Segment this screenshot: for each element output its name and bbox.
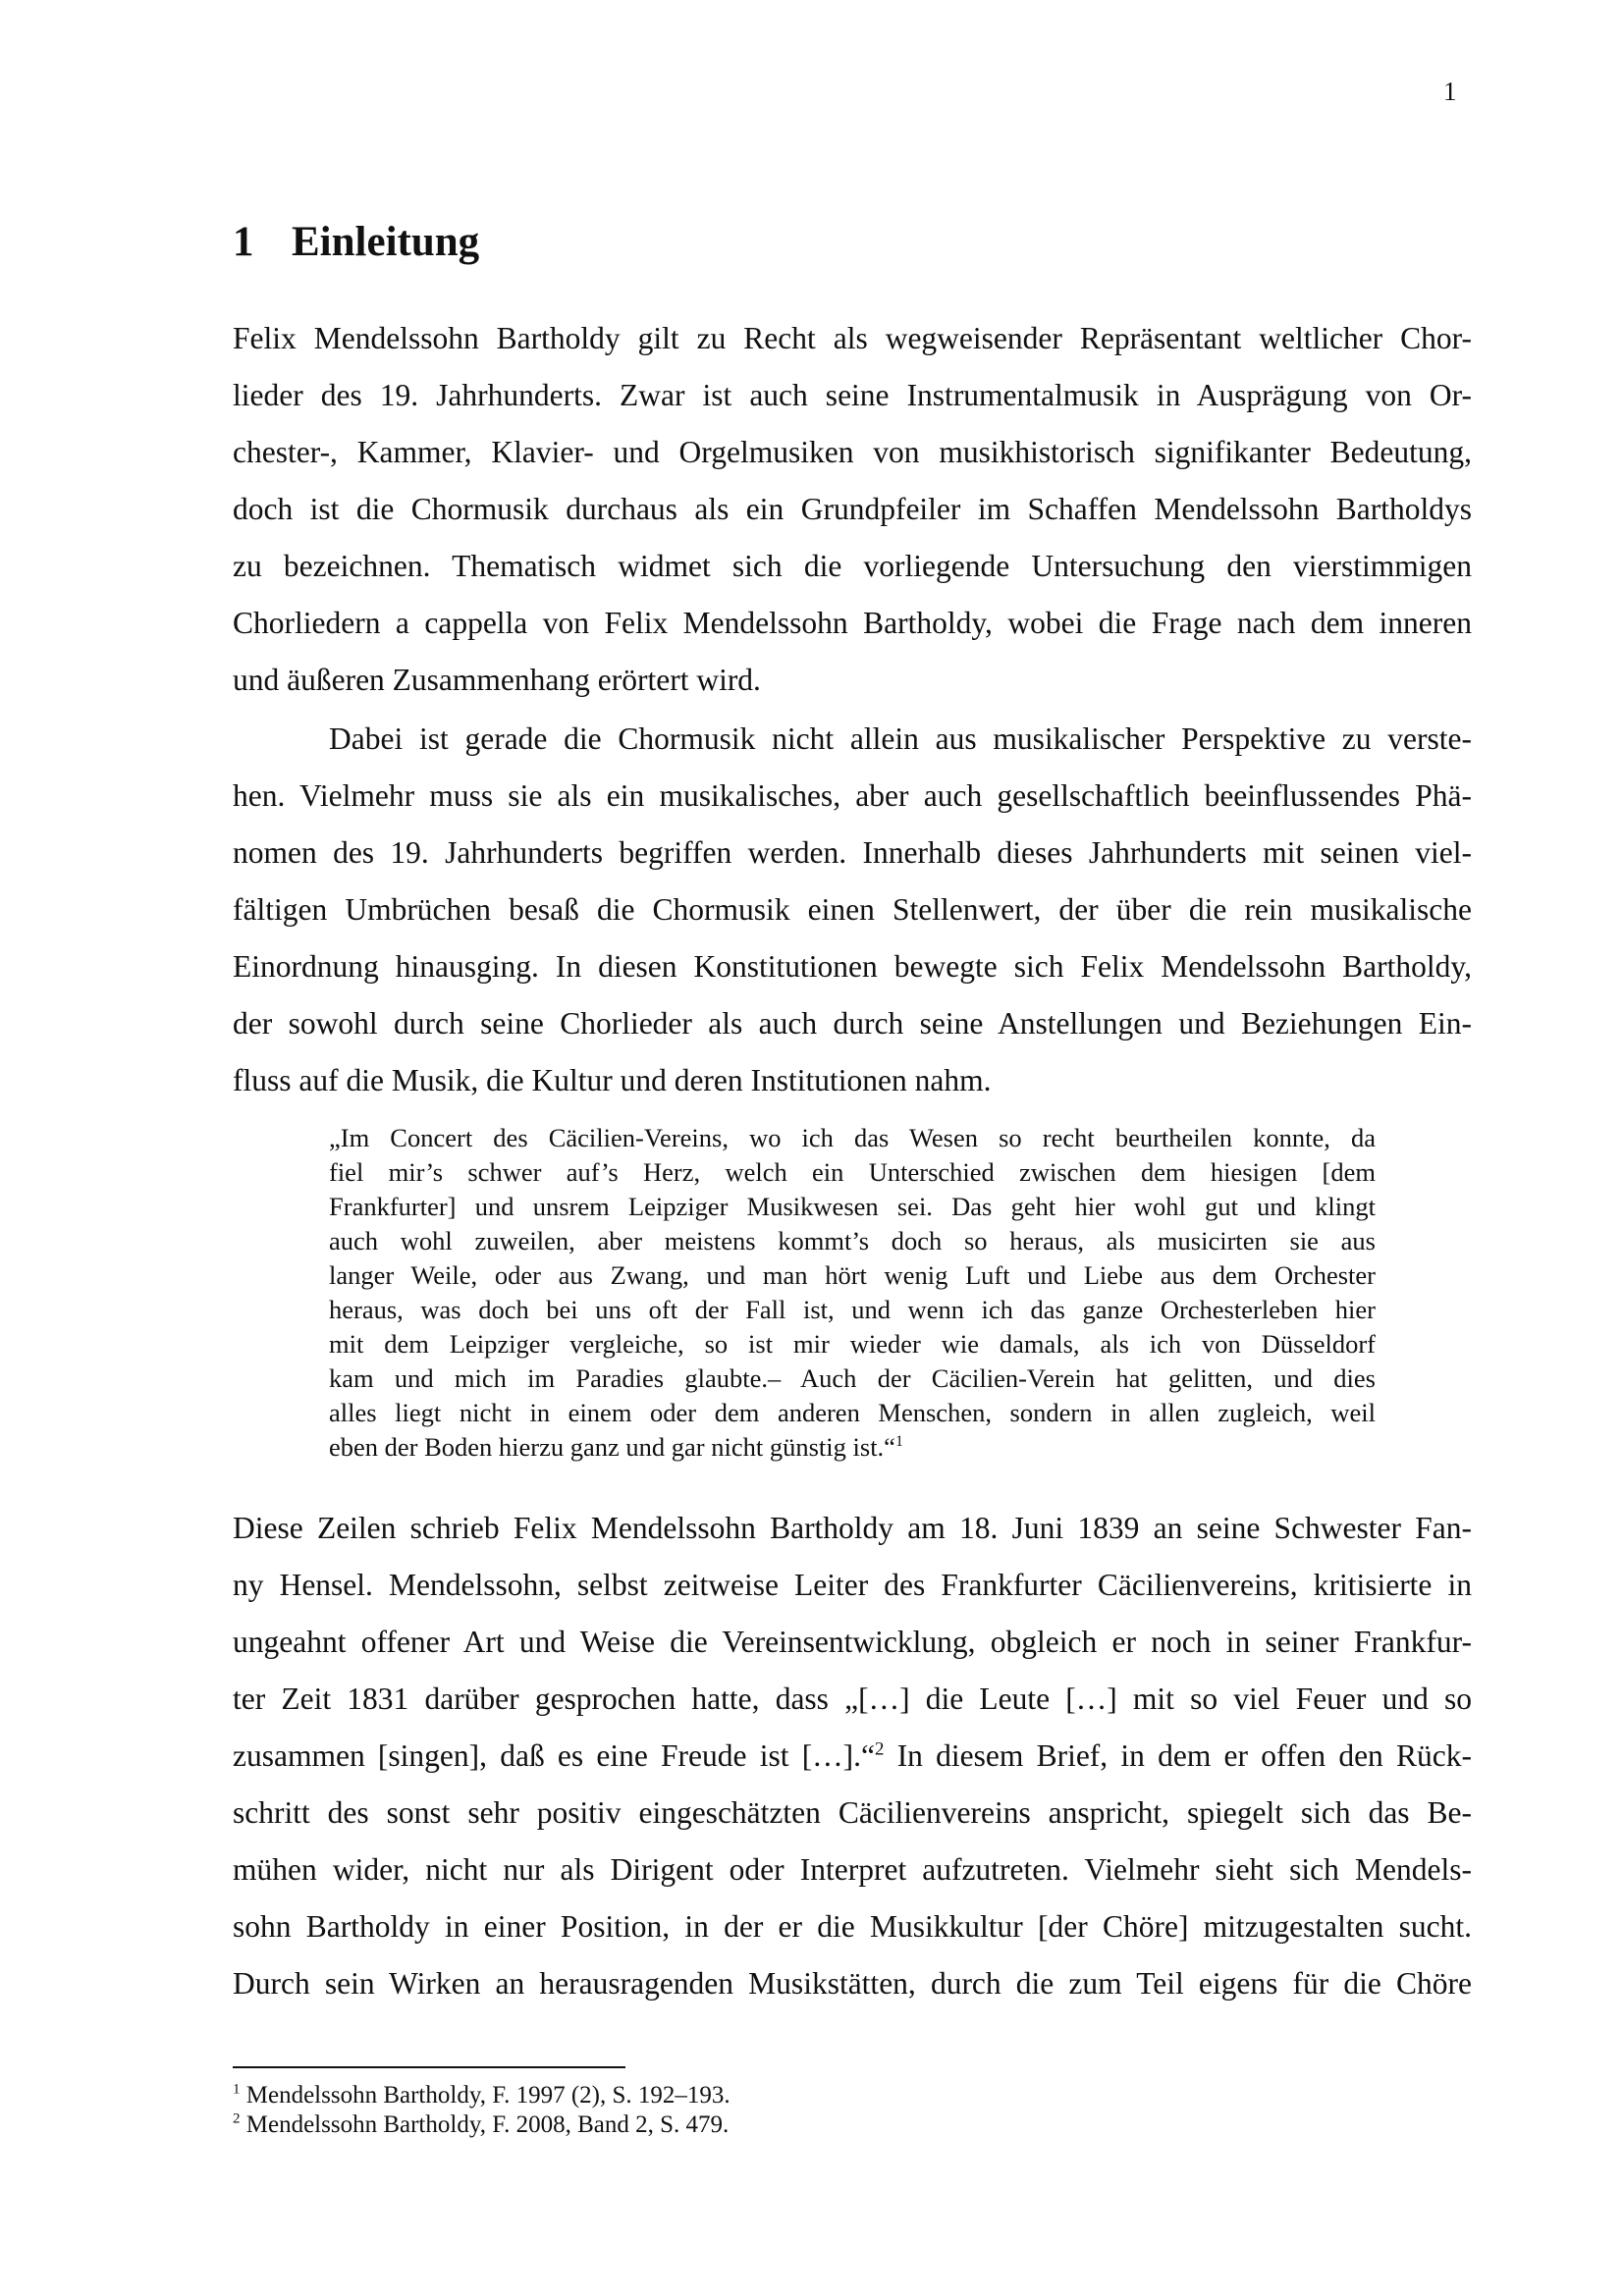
text-line: zu bezeichnen. Thematisch widmet sich die vorliegende Untersuchung den vierstimmigen <box>233 549 1472 583</box>
text-line: Einordnung hinausging. In diesen Konstitutionen bewegte sich Felix Mendelssohn Bartholdy, <box>233 949 1472 984</box>
quote-line <box>329 1430 1376 1464</box>
text-line: ter Zeit 1831 darüber gesprochen hatte, dass „[…] die Leute […] mit so viel Feuer und so <box>233 1682 1472 1716</box>
quote-line-text: eben der Boden hierzu ganz und gar nicht günstig ist.“ <box>329 1432 895 1462</box>
footnote-mark: 1 <box>233 2081 241 2098</box>
chapter-title: Einleitung <box>292 219 480 265</box>
page-number: 1 <box>1443 77 1457 106</box>
text-line: Dabei ist gerade die Chormusik nicht allein aus musikalischer Perspektive zu verste- <box>329 721 1472 756</box>
text-line: hen. Vielmehr muss sie als ein musikalisches, aber auch gesellschaftlich beeinflussendes Phä- <box>233 778 1472 813</box>
text-line: ungeahnt offener Art und Weise die Vereinsentwicklung, obgleich er noch in seiner Frankfur- <box>233 1625 1472 1659</box>
text-line: ny Hensel. Mendelssohn, selbst zeitweise Leiter des Frankfurter Cäcilienvereins, kritisierte in <box>233 1568 1472 1602</box>
text-line <box>233 1736 1472 1776</box>
text-line: Felix Mendelssohn Bartholdy gilt zu Recht als wegweisender Repräsentant weltlicher Chor- <box>233 321 1472 355</box>
text-line: Chorliedern a cappella von Felix Mendelssohn Bartholdy, wobei die Frage nach dem inneren <box>233 606 1472 640</box>
footnote-mark: 2 <box>233 2110 241 2127</box>
text-line: Diese Zeilen schrieb Felix Mendelssohn Bartholdy am 18. Juni 1839 an seine Schwester Fan- <box>233 1511 1472 1545</box>
quote-line: fiel mir’s schwer auf’s Herz, welch ein Unterschied zwischen dem hiesigen [dem <box>329 1157 1376 1187</box>
text-line: der sowohl durch seine Chorlieder als auch durch seine Anstellungen und Beziehungen Ein- <box>233 1006 1472 1041</box>
chapter-number: 1 <box>233 219 254 265</box>
quote-line: alles liegt nicht in einem oder dem anderen Menschen, sondern in allen zugleich, weil <box>329 1398 1376 1427</box>
text-line: fluss auf die Musik, die Kultur und deren Institutionen nahm. <box>233 1063 992 1097</box>
footnote-ref: 2 <box>875 1738 885 1760</box>
text-line-part: In diesem Brief, in dem er offen den Rück- <box>884 1738 1472 1773</box>
quote-line: „Im Concert des Cäcilien-Vereins, wo ich das Wesen so recht beurtheilen konnte, da <box>329 1123 1376 1152</box>
text-line: fältigen Umbrüchen besaß die Chormusik einen Stellenwert, der über die rein musikalische <box>233 892 1472 927</box>
quote-line: auch wohl zuweilen, aber meistens kommt’s doch so heraus, als musicirten sie aus <box>329 1226 1376 1255</box>
footnote <box>233 2081 730 2110</box>
quote-line: mit dem Leipziger vergleiche, so ist mir wieder wie damals, als ich von Düsseldorf <box>329 1329 1376 1359</box>
quote-line: heraus, was doch bei uns oft der Fall ist, und wenn ich das ganze Orchesterleben hier <box>329 1295 1376 1324</box>
footnote-separator <box>233 2066 625 2068</box>
text-line: lieder des 19. Jahrhunderts. Zwar ist auch seine Instrumentalmusik in Ausprägung von Or- <box>233 378 1472 412</box>
text-line: Durch sein Wirken an herausragenden Musikstätten, durch die zum Teil eigens für die Chöre <box>233 1966 1472 2001</box>
quote-line: Frankfurter] und unsrem Leipziger Musikwesen sei. Das geht hier wohl gut und klingt <box>329 1192 1376 1221</box>
footnote-ref: 1 <box>894 1433 903 1451</box>
quote-line: langer Weile, oder aus Zwang, und man hört wenig Luft und Liebe aus dem Orchester <box>329 1260 1376 1290</box>
chapter-heading <box>233 218 479 266</box>
text-line-part: zusammen [singen], daß es eine Freude ist […].“ <box>233 1738 876 1773</box>
footnote-text: Mendelssohn Bartholdy, F. 1997 (2), S. 192–193. <box>245 2082 730 2109</box>
text-line: chester-, Kammer, Klavier- und Orgelmusiken von musikhistorisch signifikanter Bedeutung, <box>233 435 1472 469</box>
quote-line: kam und mich im Paradies glaubte.– Auch der Cäcilien-Verein hat gelitten, und dies <box>329 1363 1376 1393</box>
text-line: mühen wider, nicht nur als Dirigent oder Interpret aufzutreten. Vielmehr sieht sich Mendels- <box>233 1852 1472 1887</box>
text-line: doch ist die Chormusik durchaus als ein Grundpfeiler im Schaffen Mendelssohn Bartholdys <box>233 492 1472 526</box>
footnote <box>233 2110 729 2140</box>
text-line: und äußeren Zusammenhang erörtert wird. <box>233 663 761 697</box>
text-line: sohn Bartholdy in einer Position, in der er die Musikkultur [der Chöre] mitzugestalten sucht. <box>233 1909 1472 1944</box>
footnote-text: Mendelssohn Bartholdy, F. 2008, Band 2, S. 479. <box>245 2111 730 2138</box>
text-line: nomen des 19. Jahrhunderts begriffen werden. Innerhalb dieses Jahrhunderts mit seinen viel- <box>233 835 1472 870</box>
text-line: schritt des sonst sehr positiv eingeschätzten Cäcilienvereins anspricht, spiegelt sich das Be- <box>233 1795 1472 1830</box>
